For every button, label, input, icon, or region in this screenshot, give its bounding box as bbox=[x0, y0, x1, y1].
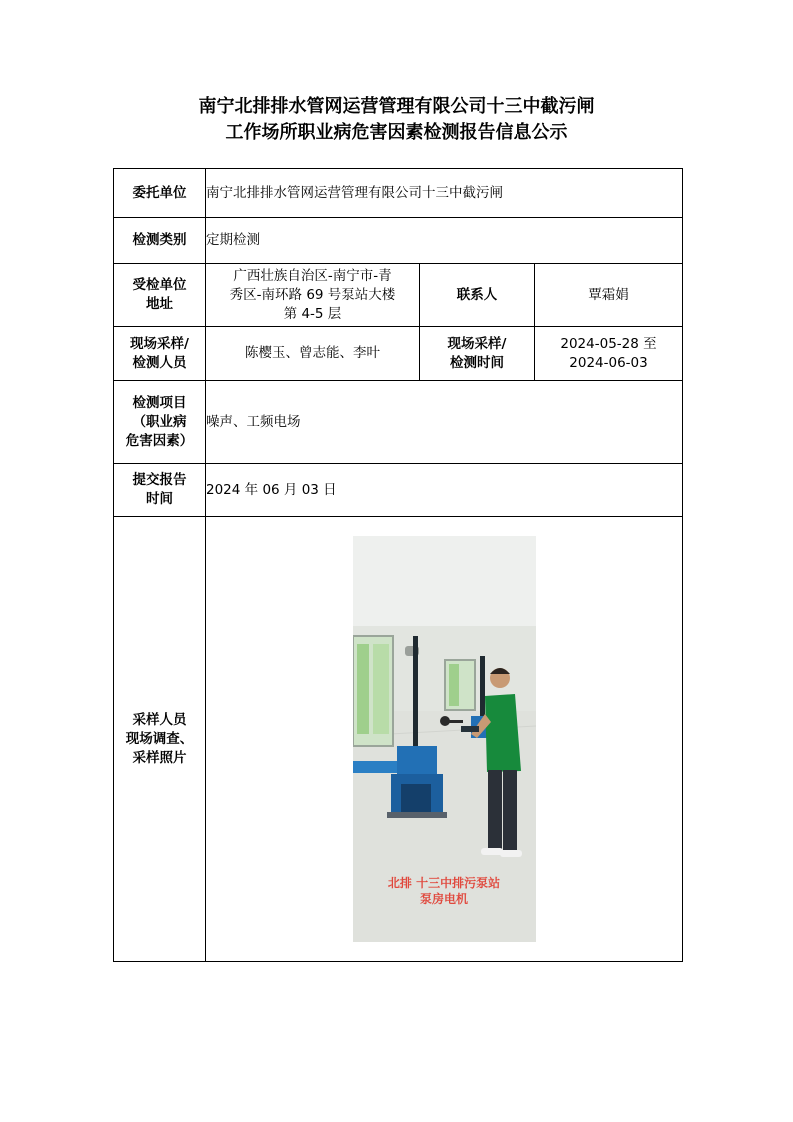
report-label-line-1: 提交报告 bbox=[132, 472, 187, 488]
photo-cell bbox=[206, 517, 683, 962]
photo-caption-line-1: 北排 十三中排污泵站 bbox=[387, 876, 501, 890]
row-client bbox=[114, 169, 683, 218]
report-label-line-2: 时间 bbox=[146, 491, 173, 507]
photo-caption-line-2: 泵房电机 bbox=[419, 892, 468, 906]
address-value-line-3: 第 4-5 层 bbox=[283, 305, 342, 322]
contact-value: 覃霜娟 bbox=[535, 264, 683, 327]
photo-label-line-3: 采样照片 bbox=[132, 749, 187, 766]
address-label-line-1: 受检单位 bbox=[132, 277, 187, 293]
address-label bbox=[114, 264, 206, 327]
report-label bbox=[114, 464, 206, 517]
report-value: 2024 年 06 月 03 日 bbox=[206, 464, 683, 517]
row-items bbox=[114, 381, 683, 464]
type-label: 检测类别 bbox=[114, 218, 206, 264]
photo-label-line-1: 采样人员 bbox=[132, 711, 187, 728]
items-label-line-3: 危害因素） bbox=[125, 432, 194, 449]
type-value: 定期检测 bbox=[206, 218, 683, 264]
items-label-line-1: 检测项目 bbox=[132, 394, 187, 411]
row-photo bbox=[114, 517, 683, 962]
photo-label-line-2: 现场调查、 bbox=[125, 730, 194, 747]
time-label bbox=[420, 327, 535, 381]
client-value: 南宁北排排水管网运营管理有限公司十三中截污闸 bbox=[206, 169, 683, 218]
items-label bbox=[114, 381, 206, 464]
time-value bbox=[535, 327, 683, 381]
address-label-line-2: 地址 bbox=[146, 296, 173, 312]
staff-value: 陈樱玉、曾志能、李叶 bbox=[206, 327, 420, 381]
photo-label bbox=[114, 517, 206, 962]
row-staff-time bbox=[114, 327, 683, 381]
row-report-date bbox=[114, 464, 683, 517]
items-value: 噪声、工频电场 bbox=[206, 381, 683, 464]
contact-label: 联系人 bbox=[420, 264, 535, 327]
document-title-line-1: 南宁北排排水管网运营管理有限公司十三中截污闸 bbox=[198, 96, 595, 117]
staff-label-line-1: 现场采样/ bbox=[130, 335, 189, 352]
time-value-line-2: 2024-06-03 bbox=[569, 354, 648, 371]
client-label: 委托单位 bbox=[114, 169, 206, 218]
row-address bbox=[114, 264, 683, 327]
info-table bbox=[113, 168, 683, 962]
row-type bbox=[114, 218, 683, 264]
address-value-line-1: 广西壮族自治区-南宁市-青 bbox=[233, 267, 392, 284]
time-value-line-1: 2024-05-28 至 bbox=[560, 335, 657, 352]
time-label-line-2: 检测时间 bbox=[450, 354, 504, 371]
staff-label-line-2: 检测人员 bbox=[132, 354, 187, 371]
address-value-line-2: 秀区-南环路 69 号泵站大楼 bbox=[229, 286, 396, 303]
document-title-line-2: 工作场所职业病危害因素检测报告信息公示 bbox=[225, 122, 568, 143]
staff-label bbox=[114, 327, 206, 381]
address-value bbox=[206, 264, 420, 327]
site-photo bbox=[353, 536, 536, 942]
time-label-line-1: 现场采样/ bbox=[447, 335, 507, 352]
items-label-line-2: （职业病 bbox=[132, 413, 187, 430]
